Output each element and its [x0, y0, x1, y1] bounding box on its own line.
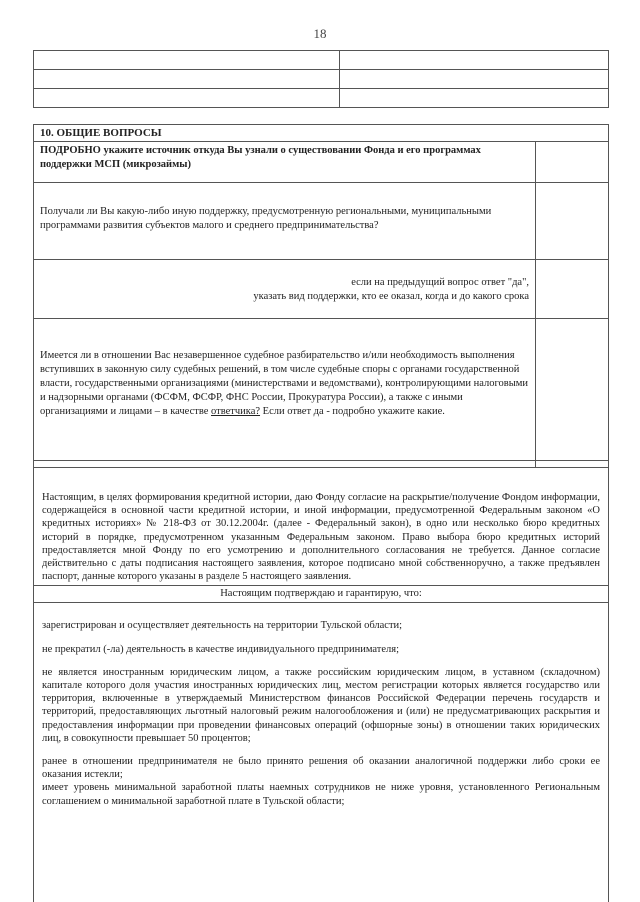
credit-history-consent: Настоящим, в целях формирования кредитной истории, даю Фонду согласие на раскрытие/получение Фондом информации, содержащейся в основной части кредитной истории, и иной информации, предусмотренной Федеральным законом «О кредитных историях» № 218-ФЗ от 30.12.2004г. (далее - Федеральный закон), в одно или несколько бюро кредитных историй в порядке, предусмотренном указанным Федеральным законом. Право выбора бюро кредитных историй предоставляется мной Фонду по его усмотрению и дополнительного согласования не требуется. Данное согласие действительно с даты подписания настоящего заявления, которое подписано мной собственноручно, а также предъявлен паспорт, данные которого указаны в разделе 5 настоящего заявления.: [42, 492, 600, 583]
continued-table: [33, 50, 609, 108]
answer-field-support-details[interactable]: [535, 260, 608, 318]
answer-field-source[interactable]: [535, 142, 608, 182]
question-support-details: если на предыдущий вопрос ответ "да", указать вид поддержки, кто ее оказал, когда и до какого срока: [253, 277, 529, 302]
answer-field-support[interactable]: [535, 183, 608, 259]
table-row: [34, 89, 609, 108]
table-row: [34, 51, 609, 70]
page-number: 18: [313, 26, 327, 41]
list-item: не прекратил (-ла) деятельность в качестве индивидуального предпринимателя;: [42, 643, 400, 655]
question-litigation-row: [34, 318, 608, 467]
list-item: ранее в отношении предпринимателя не было принято решения об оказании аналогичной поддержки либо сроки ее оказания истекли;: [42, 756, 600, 781]
defendant-term: ответчика?: [211, 406, 261, 417]
question-litigation: Имеется ли в отношении Вас незавершенное судебное разбирательство и/или необходимость выполнения вступивших в законную силу судебных решений, в том числе судебные споры с органами государственной власти, государственными организациями (министерствами и ведомствами), контролирующими налоговыми и надзорными органами (ФСФМ, ФСФР, ФНС России, Прокуратура России), а также с иными организациями и лицами – в качестве ответчика? Если ответ да - подробно укажите какие.: [40, 350, 529, 417]
section-title-row: [34, 125, 608, 141]
list-item: не является иностранным юридическим лицом, а также российским юридическим лицом, в уставном (складочном) капитале которого доля участия иностранных юридических лиц, местом регистрации которых является государство или территория, включенные в утверждаемый Министерством финансов Российской Федерации перечень государств и территорий, предоставляющих льготный налоговый режим налогообложения и (или) не предусматривающих раскрытия и предоставления информации при проведении финансовых операций (офшорные зоны) в отношении таких юридических лиц, в совокупности превышает 50 процентов;: [42, 666, 600, 744]
question-support-row: [34, 182, 608, 259]
table-row: [34, 70, 609, 89]
section-general-questions: [33, 124, 609, 468]
confirm-heading: Настоящим подтверждаю и гарантирую, что:: [34, 585, 608, 603]
answer-field-litigation[interactable]: [535, 319, 608, 467]
question-source-row: [34, 141, 608, 182]
question-support-details-row: [34, 259, 608, 318]
list-item: имеет уровень минимальной заработной платы наемных сотрудников не ниже уровня, установленного Региональным соглашением о минимальной заработной плате в Тульской области;: [42, 782, 600, 807]
question-source: ПОДРОБНО укажите источник откуда Вы узнали о существовании Фонда и его программах поддержки МСП (микрозаймы): [40, 145, 481, 170]
question-support: Получали ли Вы какую-либо иную поддержку, предусмотренную региональными, муниципальными программами развития субъектов малого и среднего предпринимательства?: [40, 206, 492, 231]
section-title: 10. ОБЩИЕ ВОПРОСЫ: [40, 127, 162, 139]
guarantee-list: [34, 619, 608, 807]
consent-section: [33, 460, 609, 902]
list-item: зарегистрирован и осуществляет деятельность на территории Тульской области;: [42, 620, 403, 632]
